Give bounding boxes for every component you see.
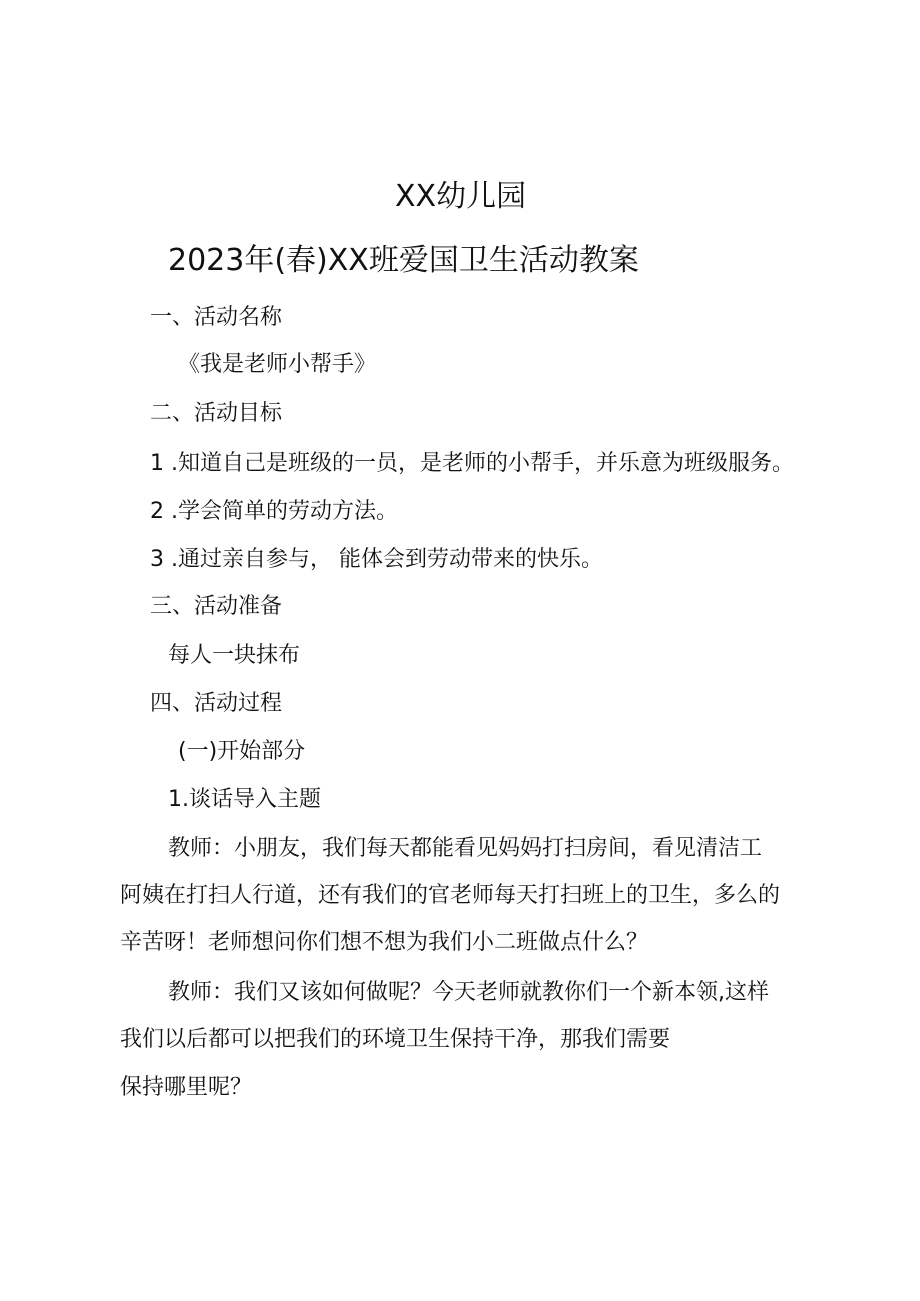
document-title: XX幼儿园 <box>395 179 527 214</box>
paragraph-1-line-1: 教师：小朋友，我们每天都能看见妈妈打扫房间，看见清洁工 <box>168 836 763 861</box>
paragraph-1-line-3: 辛苦呀！老师想问你们想不想为我们小二班做点什么？ <box>120 930 649 955</box>
paragraph-2-line-2: 我们以后都可以把我们的环境卫生保持干净，那我们需要 <box>120 1027 671 1052</box>
goal-item-2: 2 .学会简单的劳动方法。 <box>150 499 398 524</box>
goal-item-3: 3 .通过亲自参与， 能体会到劳动带来的快乐。 <box>150 547 603 572</box>
section-heading-process: 四、活动过程 <box>150 691 283 716</box>
process-step-1: 1.谈话导入主题 <box>168 787 321 812</box>
paragraph-1-line-2: 阿姨在打扫人行道，还有我们的官老师每天打扫班上的卫生，多么的 <box>120 883 781 908</box>
activity-name-text: 《我是老师小帮手》 <box>178 352 377 377</box>
section-heading-preparation: 三、活动准备 <box>150 594 283 619</box>
goal-item-1: 1 .知道自己是班级的一员，是老师的小帮手，并乐意为班级服务。 <box>150 451 794 476</box>
paragraph-2-line-1: 教师：我们又该如何做呢？今天老师就教你们一个新本领,这样 <box>168 980 769 1005</box>
document-subtitle: 2023年(春)XX班爱国卫生活动教案 <box>168 243 639 278</box>
preparation-text: 每人一块抹布 <box>168 643 301 668</box>
process-subheading: (一)开始部分 <box>178 739 306 764</box>
section-heading-name: 一、活动名称 <box>150 305 283 330</box>
paragraph-2-line-3: 保持哪里呢？ <box>120 1075 253 1100</box>
section-heading-goals: 二、活动目标 <box>150 401 283 426</box>
